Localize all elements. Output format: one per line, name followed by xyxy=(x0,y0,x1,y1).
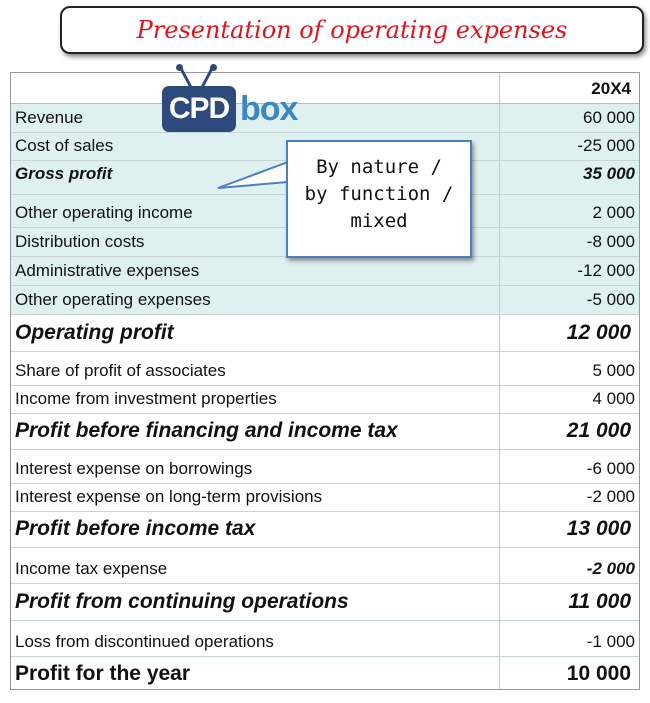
row-label: Profit before financing and income tax xyxy=(15,419,398,442)
row-label: Other operating expenses xyxy=(15,290,211,309)
table-row xyxy=(11,357,639,386)
row-label: Profit for the year xyxy=(15,662,191,685)
table-row-subtotal xyxy=(11,511,639,548)
row-value: -12 000 xyxy=(577,261,635,280)
row-label: Loss from discontinued operations xyxy=(15,632,274,651)
table-row-subtotal xyxy=(11,584,639,621)
row-label: Interest expense on borrowings xyxy=(15,459,253,478)
row-value: 2 000 xyxy=(592,203,635,222)
table-row xyxy=(11,286,639,315)
table-row xyxy=(11,483,639,512)
callout-line: By nature / xyxy=(316,156,442,178)
expense-classification-callout xyxy=(286,140,472,258)
table-row xyxy=(11,257,639,286)
row-label: Operating profit xyxy=(15,321,174,344)
row-value: 35 000 xyxy=(583,164,635,183)
table-row-subtotal xyxy=(11,315,639,352)
logo-box-text: box xyxy=(240,90,298,128)
table-row-total xyxy=(11,656,639,692)
row-value: 13 000 xyxy=(566,517,631,540)
row-label: Profit before income tax xyxy=(15,517,256,540)
row-label: Income tax expense xyxy=(15,559,168,578)
row-value: -6 000 xyxy=(586,459,635,478)
row-label: Interest expense on long-term provisions xyxy=(15,487,323,506)
row-value: -5 000 xyxy=(586,290,635,309)
row-label: Other operating income xyxy=(15,203,193,222)
row-value: 11 000 xyxy=(568,590,631,613)
row-value: 21 000 xyxy=(566,419,631,442)
row-label: Profit from continuing operations xyxy=(15,590,349,613)
row-value: 4 000 xyxy=(592,389,635,408)
row-label: Distribution costs xyxy=(15,232,145,251)
table-row xyxy=(11,385,639,414)
callout-pointer xyxy=(218,160,290,190)
row-value: -2 000 xyxy=(586,559,635,578)
row-label: Gross profit xyxy=(15,164,113,183)
callout-line: mixed xyxy=(350,210,408,232)
row-label: Income from investment properties xyxy=(15,389,277,408)
row-value: -1 000 xyxy=(586,632,635,651)
antenna xyxy=(201,67,214,88)
antenna xyxy=(179,67,192,88)
row-value: -25 000 xyxy=(577,136,635,155)
row-value: -2 000 xyxy=(586,487,635,506)
row-value: 10 000 xyxy=(566,662,631,685)
table-row-subtotal xyxy=(11,413,639,450)
row-value: 60 000 xyxy=(583,108,635,127)
row-label: Revenue xyxy=(15,108,84,127)
row-label: Administrative expenses xyxy=(15,261,200,280)
row-label: Cost of sales xyxy=(15,136,114,155)
row-label: Share of profit of associates xyxy=(15,361,226,380)
table-row xyxy=(11,104,639,133)
row-value: -8 000 xyxy=(586,232,635,251)
callout-line: by function / xyxy=(304,183,454,205)
year-column-header: 20X4 xyxy=(591,79,631,98)
table-row xyxy=(11,455,639,484)
row-value: 12 000 xyxy=(566,321,631,344)
table-row xyxy=(11,628,639,657)
logo-tv-text: CPD xyxy=(162,86,236,132)
row-value: 5 000 xyxy=(592,361,635,380)
table-row xyxy=(11,555,639,584)
cpdbox-logo xyxy=(154,62,314,142)
page-title: Presentation of operating expenses xyxy=(60,6,644,54)
table-header xyxy=(11,73,639,104)
